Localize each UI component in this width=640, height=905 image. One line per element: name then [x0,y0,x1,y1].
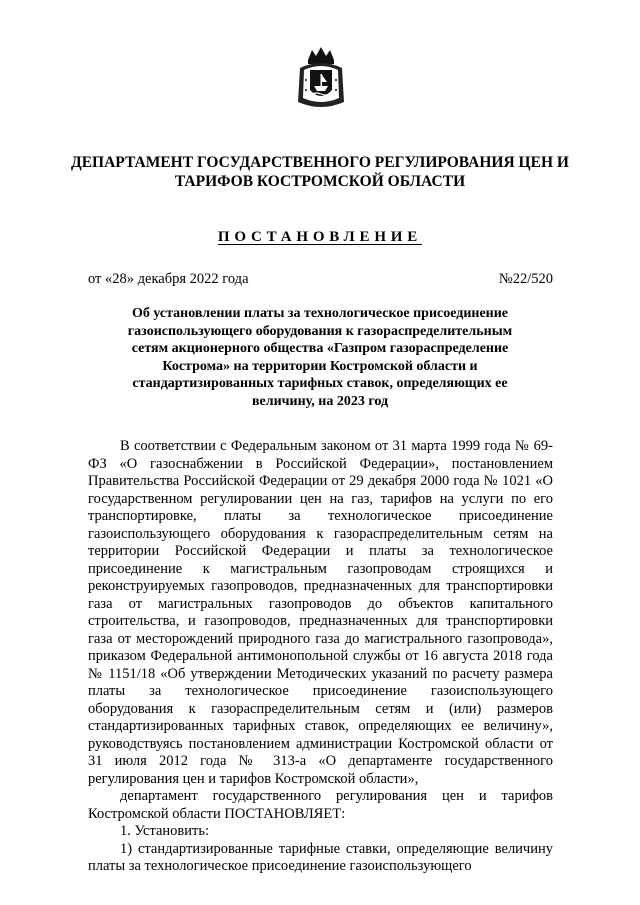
date-line [88,270,553,288]
document-subject: Об установлении платы за технологическое присоединение газоиспользующего оборудования к газораспределительным сетям акционерного общества «Газпром газораспределение Кострома» на территории Костромской области и стандартизированных тарифных ставок, определяющих ее величину, на 2023 год [127,306,513,409]
item-1-1: 1) стандартизированные тарифные ставки, определяющие величину платы за технологическое присоединение газоиспользующего [88,840,553,874]
document-number: №22/520 [498,271,553,287]
kostroma-coat-of-arms-icon [294,46,348,112]
document-date: от «28» декабря 2022 года [88,271,249,287]
document-type: ПОСТАНОВЛЕНИЕ [217,229,423,245]
department-title: ДЕПАРТАМЕНТ ГОСУДАРСТВЕННОГО РЕГУЛИРОВАНИЯ ЦЕН И ТАРИФОВ КОСТРОМСКОЙ ОБЛАСТИ [71,154,569,190]
preamble-paragraph: В соответствии с Федеральным законом от 31 марта 1999 года № 69-ФЗ «О газоснабжении в Российской Федерации», постановлением Правительства Российской Федерации от 29 декабря 2000 года № 1021 «О государственном регулировании цен на газ, тарифов на услуги по его транспортировке, платы за технологическое присоединение газоиспользующего оборудования к газораспределительным сетям на территории Российской Федерации и платы за технологическое присоединение к магистральным газопроводам строящихся и реконструируемых газопроводов, предназначенных для транспортировки газа от магистральных газопроводов до объектов капитального строительства, и газопроводов, предназначенных для транспортировки газа от месторождений природного газа до магистрального газопровода», приказом Федеральной антимонопольной службы от 16 августа 2018 года № 1151/18 «Об утверждении Методических указаний по расчету размера платы за технологическое присоединение газоиспользующего оборудования к газораспределительным сетям и (или) размеров стандартизированных тарифных ставок, определяющих ее величину», руководствуясь постановлением администрации Костромской области от 31 июля 2012 года № 313-а «О департаменте государственного регулирования цен и тарифов Костромской области», [88,438,553,787]
item-1: 1. Установить: [120,823,210,839]
resolves-paragraph: департамент государственного регулирования цен и тарифов Костромской области ПОСТАНОВЛЯЕТ: [88,788,553,822]
document-body [88,438,553,876]
